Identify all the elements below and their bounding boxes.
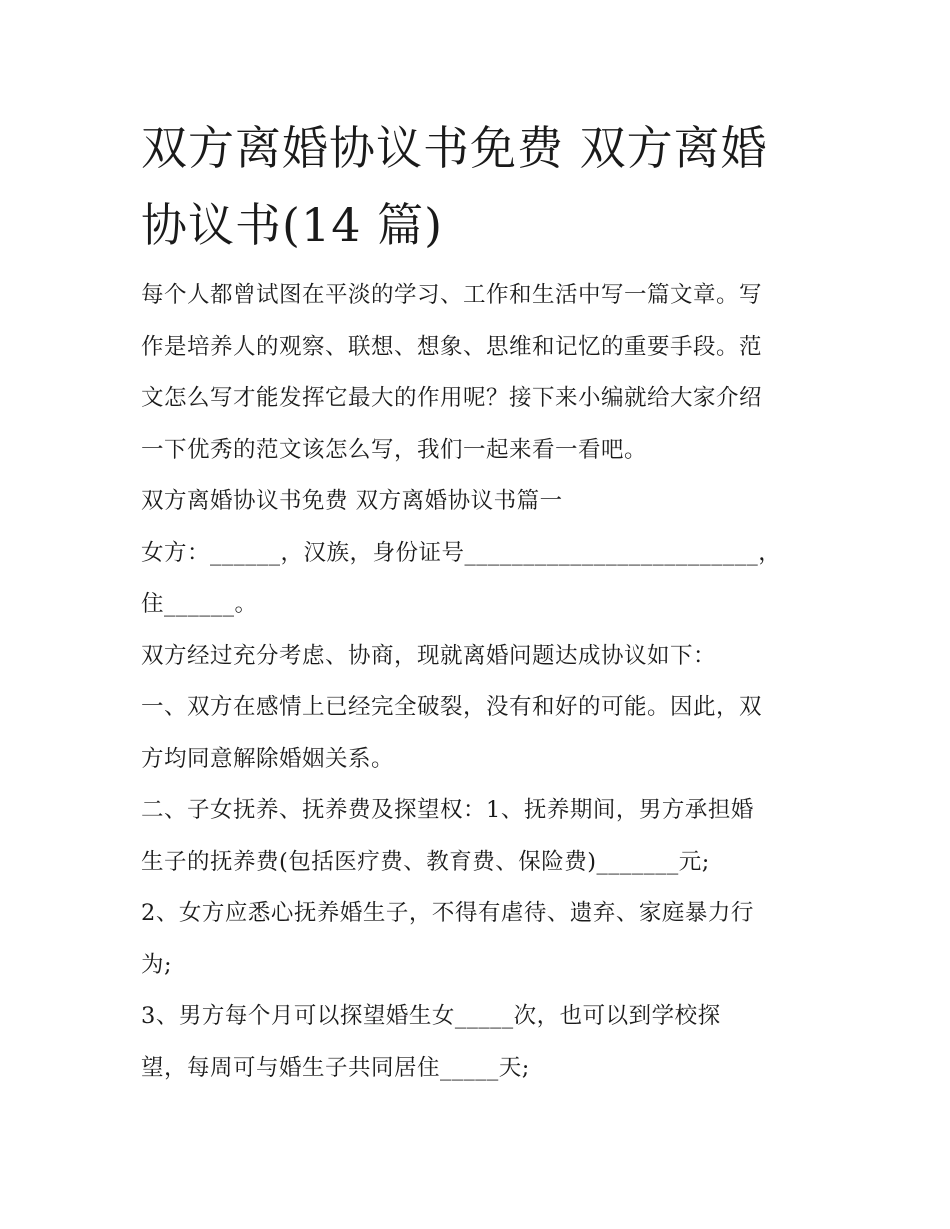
intro-line-2: 作是培养人的观察、联想、想象、思维和记忆的重要手段。范 xyxy=(141,333,763,360)
clause-2-item-3-line-2: 望，每周可与婚生子共同居住_____天; xyxy=(141,1054,530,1081)
agreement-preamble: 双方经过充分考虑、协商，现就离婚问题达成协议如下： xyxy=(141,642,717,669)
section-heading: 双方离婚协议书免费 双方离婚协议书篇一 xyxy=(141,488,563,514)
title-line-1: 双方离婚协议书免费 双方离婚 xyxy=(141,121,768,175)
intro-line-1: 每个人都曾试图在平淡的学习、工作和生活中写一篇文章。写 xyxy=(141,282,763,308)
clause-1-line-1: 一、双方在感情上已经完全破裂，没有和好的可能。因此，双 xyxy=(141,694,763,720)
document-title xyxy=(141,110,821,264)
document-page xyxy=(141,110,821,1094)
clause-2-line-1: 二、子女抚养、抚养费及探望权：1、抚养期间，男方承担婚 xyxy=(141,797,754,823)
clause-2-line-2: 生子的抚养费(包括医疗费、教育费、保险费)_______元; xyxy=(141,848,710,875)
clause-1-line-2: 方均同意解除婚姻关系。 xyxy=(141,745,395,772)
clause-2-item-3-line-1: 3、男方每个月可以探望婚生女_____次，也可以到学校探 xyxy=(141,1003,721,1029)
document-body xyxy=(141,270,821,1094)
party-female-line: 女方：______，汉族，身份证号_________________________， xyxy=(141,539,782,566)
clause-2-item-2-line-1: 2、女方应悉心抚养婚生子，不得有虐待、遗弃、家庭暴力行 xyxy=(141,900,754,926)
clause-2-item-2-line-2: 为; xyxy=(141,951,173,978)
intro-line-4: 一下优秀的范文该怎么写，我们一起来看一看吧。 xyxy=(141,436,648,463)
title-line-2: 协议书(14 篇) xyxy=(141,198,444,252)
intro-line-3: 文怎么写才能发挥它最大的作用呢？接下来小编就给大家介绍 xyxy=(141,385,763,411)
party-female-address: 住______。 xyxy=(141,591,258,617)
